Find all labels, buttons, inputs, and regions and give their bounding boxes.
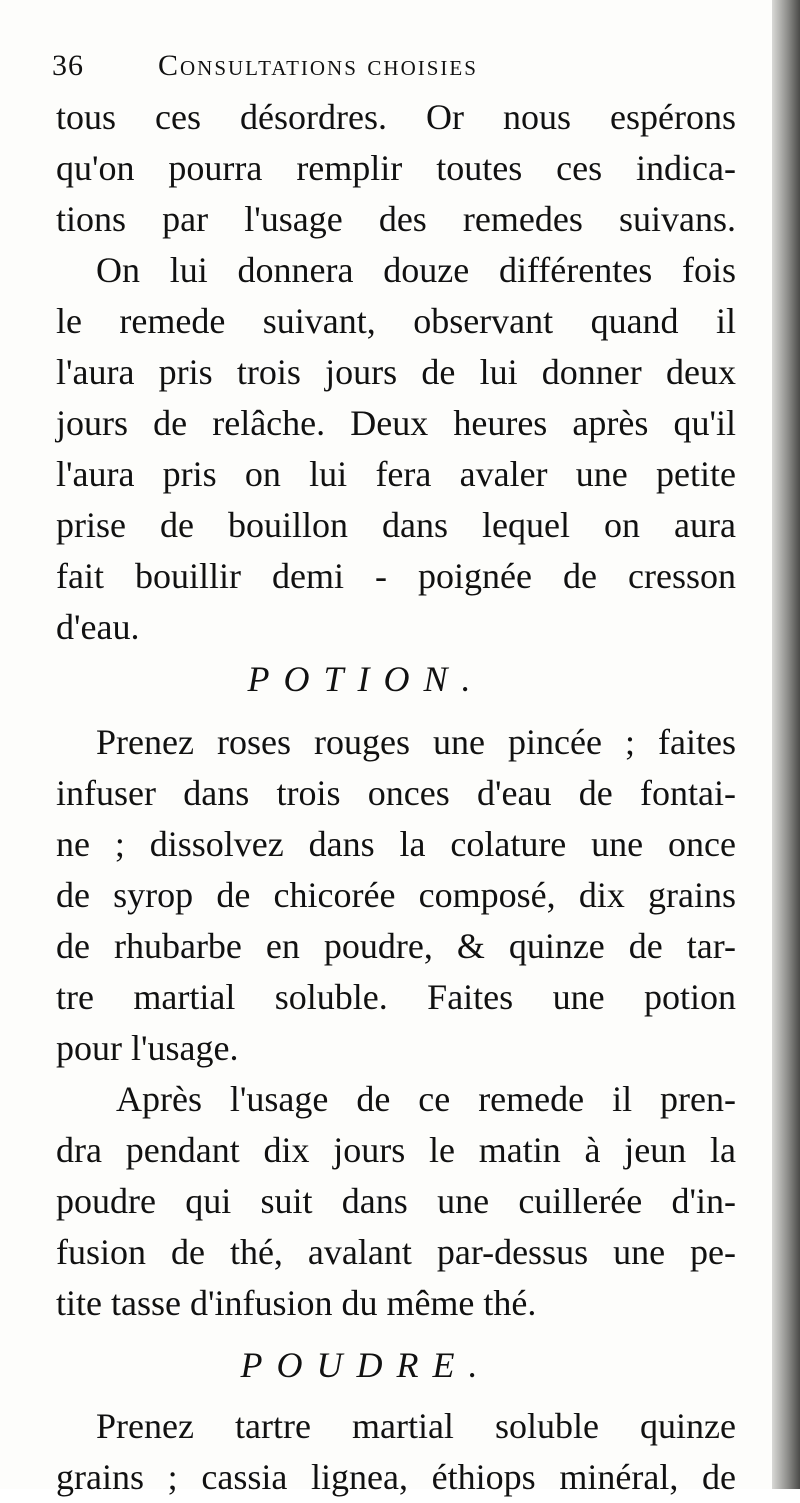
page-gutter-shadow: [772, 0, 800, 1489]
running-title: Consultations choisies: [158, 49, 478, 82]
text-line: Prenez tartre martial soluble quinze: [96, 1406, 736, 1446]
paragraph-intro: [56, 92, 736, 245]
text-line: le remede suivant, observant quand il: [56, 301, 736, 341]
paragraph-poudre-recipe: [56, 1401, 736, 1503]
paragraph-treatment: [56, 245, 736, 653]
text-line: infuser dans trois onces d'eau de fontai-: [56, 773, 736, 813]
section-title-poudre: POUDRE.: [240, 1345, 492, 1385]
text-line: Prenez roses rouges une pincée ; faites: [96, 722, 736, 762]
text-line: On lui donnera douze différentes fois: [96, 250, 736, 290]
text-line: d'eau.: [56, 607, 140, 647]
text-line: l'aura pris on lui fera avaler une petite: [56, 454, 736, 494]
text-line: tous ces désordres. Or nous espérons: [56, 97, 736, 137]
text-line: grains ; cassia lignea, éthiops minéral, de: [56, 1457, 736, 1497]
text-line: qu'on pourra remplir toutes ces indica-: [56, 148, 736, 188]
page-number: 36: [52, 49, 84, 82]
text-line: poudre qui suit dans une cuillerée d'in-: [56, 1181, 736, 1221]
body-text: [56, 92, 736, 1503]
text-line: prise de bouillon dans lequel on aura: [56, 505, 736, 545]
text-line: jours de relâche. Deux heures après qu'il: [56, 403, 736, 443]
text-line: de syrop de chicorée composé, dix grains: [56, 875, 736, 915]
text-line: pour l'usage.: [56, 1028, 239, 1068]
text-line: tre martial soluble. Faites une potion: [56, 977, 736, 1017]
paragraph-after-potion: [56, 1074, 736, 1329]
text-line: dra pendant dix jours le matin à jeun la: [56, 1130, 736, 1170]
text-line: tions par l'usage des remedes suivans.: [56, 199, 736, 239]
text-line: fait bouillir demi - poignée de cresson: [56, 556, 736, 596]
text-line: tite tasse d'infusion du même thé.: [56, 1283, 537, 1323]
text-line: de rhubarbe en poudre, & quinze de tar-: [56, 926, 736, 966]
text-line: l'aura pris trois jours de lui donner deux: [56, 352, 736, 392]
text-line: ne ; dissolvez dans la colature une once: [56, 824, 736, 864]
page-header: [52, 44, 732, 88]
text-line: Après l'usage de ce remede il pren-: [116, 1079, 736, 1119]
paragraph-potion-recipe: [56, 717, 736, 1074]
text-line: fusion de thé, avalant par-dessus une pe-: [56, 1232, 736, 1272]
section-title-potion: POTION.: [247, 659, 485, 699]
